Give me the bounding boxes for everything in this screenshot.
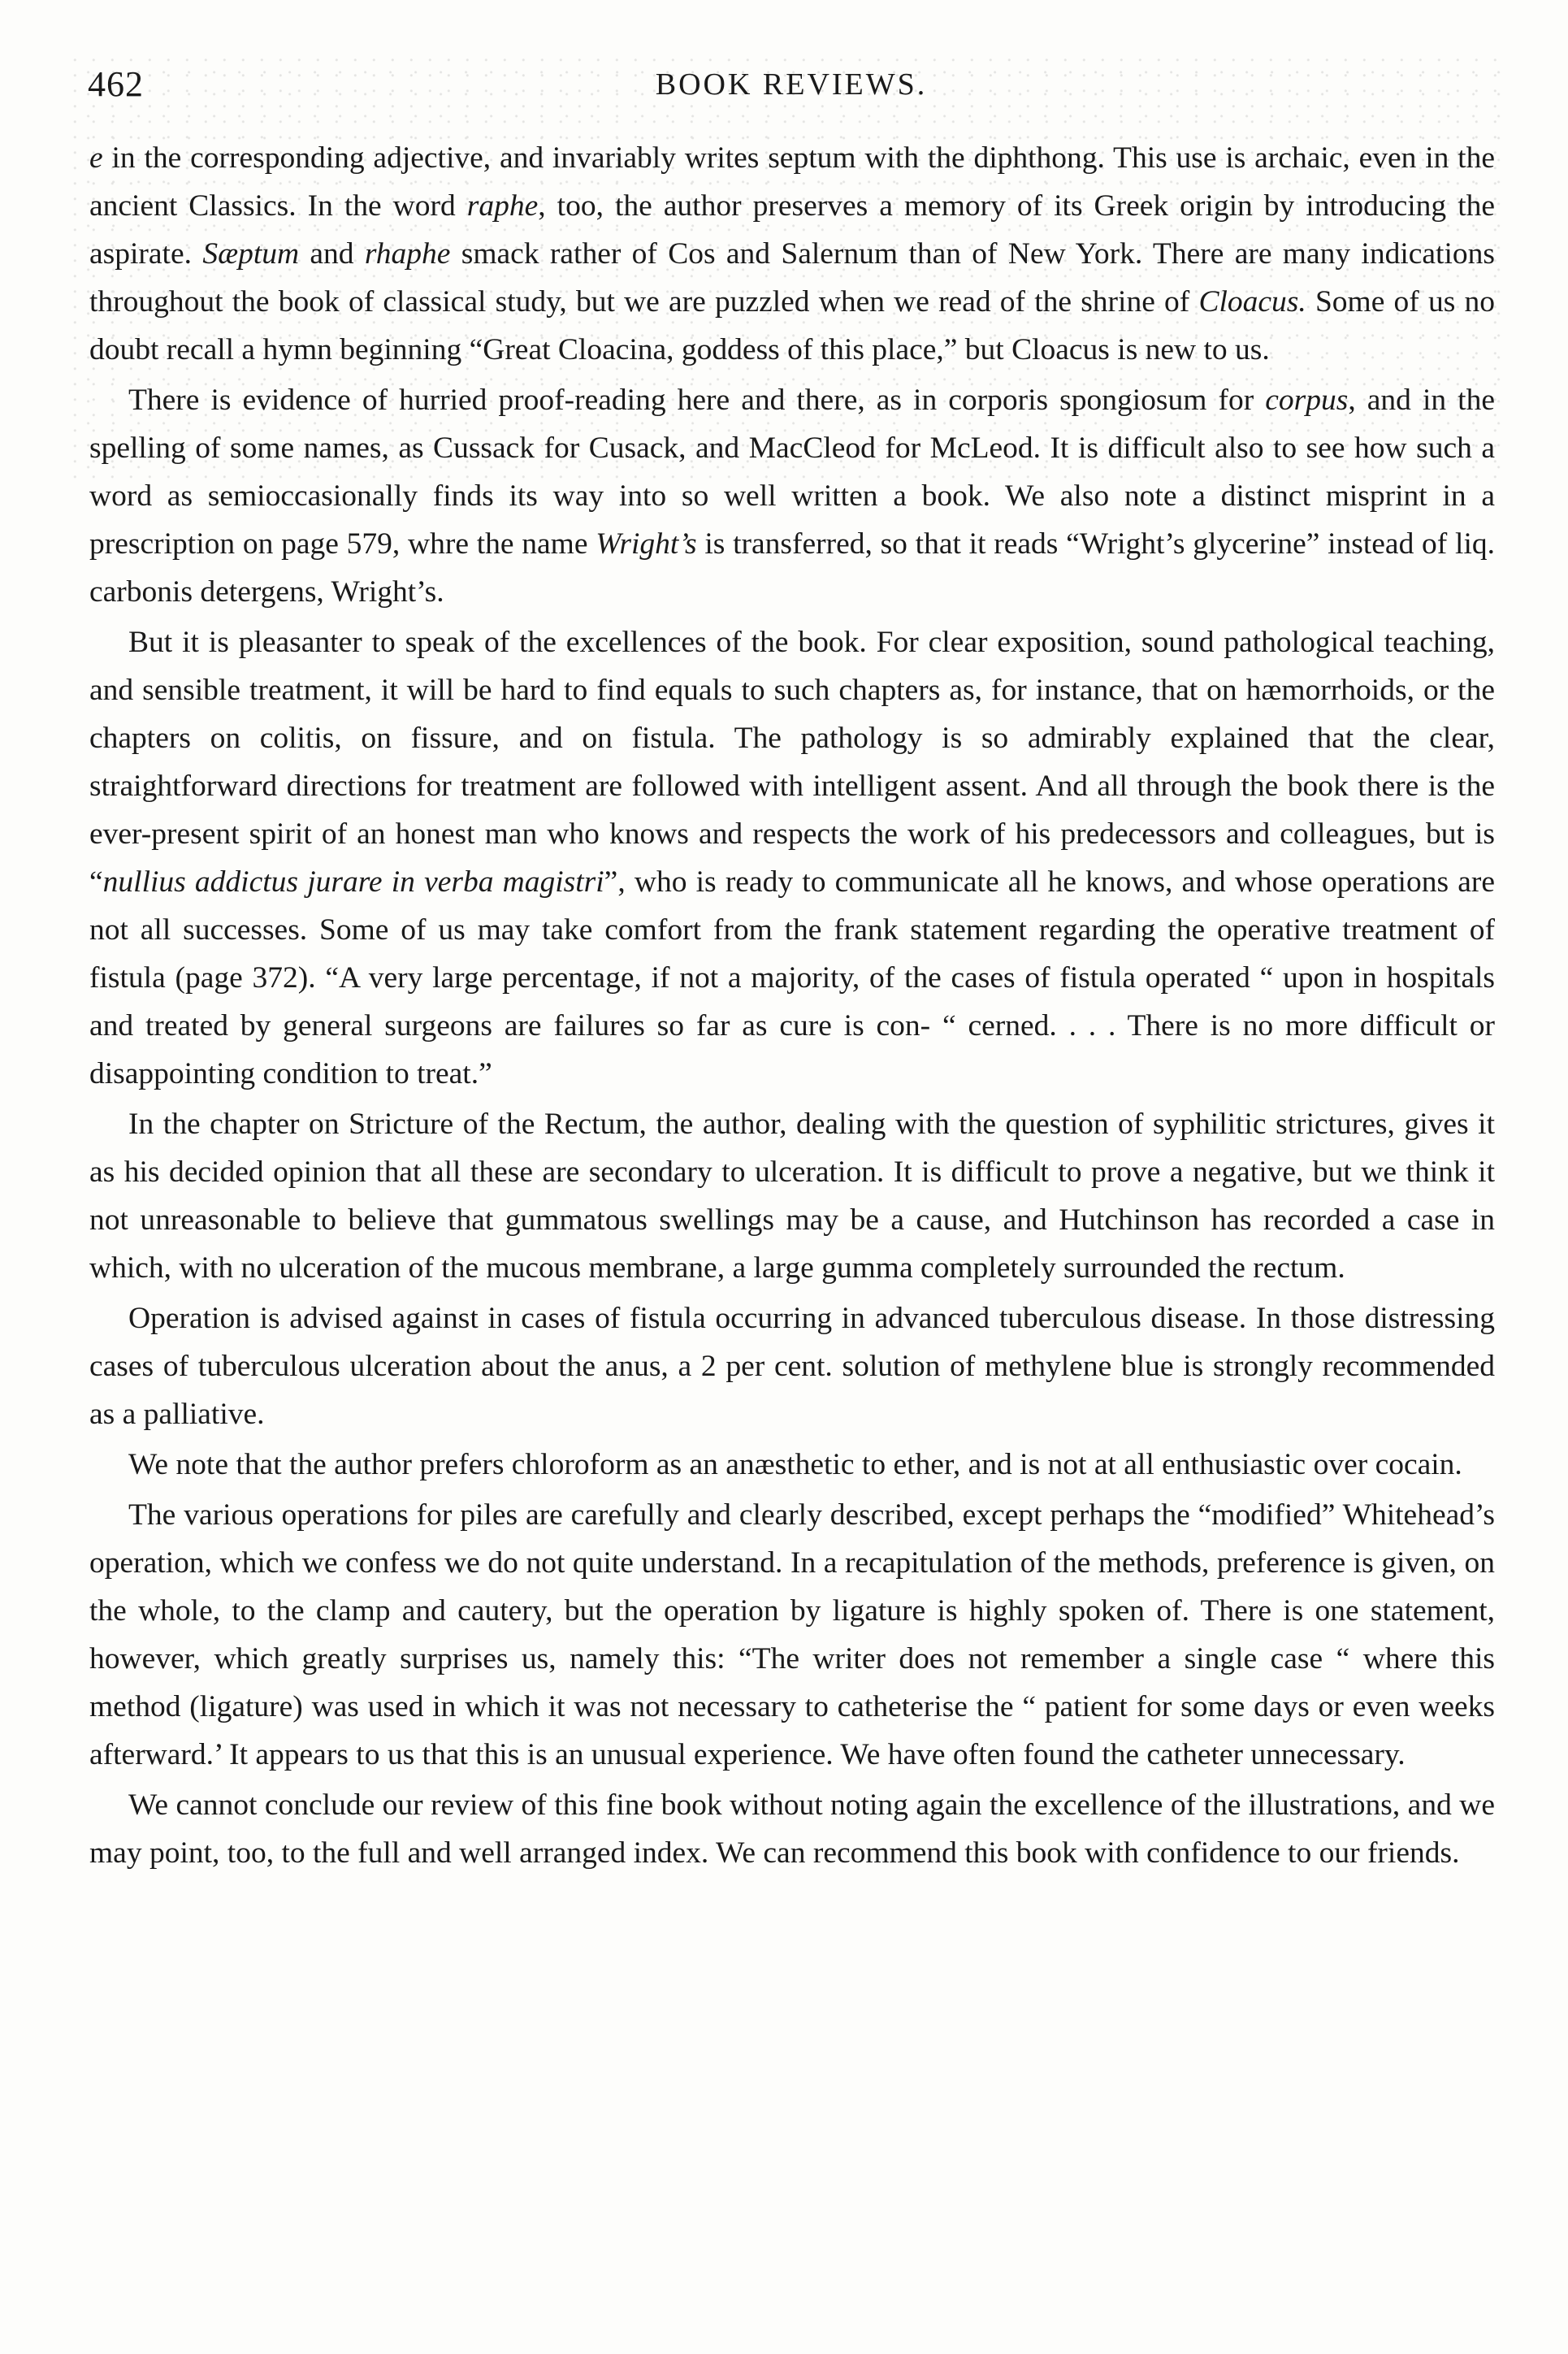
italic-text: e	[89, 141, 103, 175]
italic-text: Sæptum	[202, 237, 300, 271]
text-run: We cannot conclude our review of this fine book without noting again the excellence of the illustrations, and we may point, too, to the full and well arranged index. We can recommend this book with confidence to our friends.	[89, 1788, 1495, 1870]
paragraph	[89, 1294, 1495, 1438]
text-run: , and in the spelling of some names, as Cussack for Cusack, and MacCleod for McLeod. It is difficult also to see how such a word as semioccasionally finds its way into so well written a book. We also note a distinct misprint in a prescription on page 579, whre the name	[89, 384, 1495, 561]
italic-text: raphe	[466, 189, 539, 223]
text-run: Operation is advised against in cases of fistula occurring in advanced tuberculous disease. In those distressing cases of tuberculous ulceration about the anus, a 2 per cent. solution of methylene blue is strongly recommended as a palliative.	[89, 1302, 1495, 1431]
italic-text: corpus	[1265, 384, 1349, 417]
italic-text: Cloacus.	[1198, 285, 1306, 319]
page-number: 462	[88, 64, 144, 104]
text-run: We note that the author prefers chloroform as an anæsthetic to ether, and is not at all enthusiastic over cocain.	[128, 1448, 1462, 1481]
text-run: ”, who is ready to communicate all he knows, and whose operations are not all successes. Some of us may take comfort from the frank statement regarding the operative treatment of fistula (page 372). “A very large percentage, if not a majority, of the cases of fistula operated “ upon in hospitals and treated by general surgeons are failures so far as cure is con- “ cerned. . . . There is no more difficult or disappointing condition to treat.”	[89, 865, 1496, 1090]
review-body	[89, 134, 1495, 1879]
italic-text: nullius addictus jurare in verba magistri	[102, 865, 604, 899]
text-run: and	[299, 237, 365, 271]
text-run: There is evidence of hurried proof-reading here and there, as in corporis spongiosum for	[128, 384, 1266, 417]
paragraph	[89, 376, 1495, 616]
page-header	[88, 63, 1495, 120]
paragraph	[89, 1491, 1495, 1779]
text-run: In the chapter on Stricture of the Rectum, the author, dealing with the question of syphilitic strictures, gives it as his decided opinion that all these are secondary to ulceration. It is difficult to prove a negative, but we think it not unreasonable to believe that gummatous swellings may be a cause, and Hutchinson has recorded a case in which, with no ulceration of the mucous membrane, a large gumma completely surrounded the rectum.	[89, 1108, 1495, 1285]
paragraph	[89, 1100, 1495, 1292]
italic-text: rhaphe	[364, 237, 451, 271]
text-run: in the corresponding adjective, and invariably writes septum with the diphthong. This use is archaic, even in the ancient Classics. In the word	[89, 141, 1495, 223]
text-run: , too, the author preserves a memory of its Greek origin by introducing the aspirate.	[89, 189, 1496, 271]
text-run: But it is pleasanter to speak of the excellences of the book. For clear exposition, sound pathological teaching, and sensible treatment, it will be hard to find equals to such chapters as, for instance, that on hæmorrhoids, or the chapters on colitis, on fissure, and on fistula. The pathology is so admirably explained that the clear, straightforward directions for treatment are followed with intelligent assent. And all through the book there is the ever-present spirit of an honest man who knows and respects the work of his predecessors and colleagues, but is “	[89, 626, 1495, 899]
paragraph	[89, 1441, 1495, 1489]
italic-text: Wright’s	[596, 527, 697, 561]
text-run: The various operations for piles are carefully and clearly described, except perhaps the “modified” Whitehead’s operation, which we confess we do not quite understand. In a recapitulation of the methods, preference is given, on the whole, to the clamp and cautery, but the operation by ligature is highly spoken of. There is one statement, however, which greatly surprises us, namely this: “The writer does not remember a single case “ where this method (ligature) was used in which it was not necessary to catheterise the “ patient for some days or even weeks afterward.’ It appears to us that this is an unusual experience. We have often found the catheter unnecessary.	[89, 1498, 1495, 1771]
text-run: smack rather of Cos and Salernum than of New York. There are many indications throughout the book of classical study, but we are puzzled when we read of the shrine of	[89, 237, 1495, 319]
paragraph	[89, 618, 1495, 1098]
paragraph	[89, 134, 1495, 374]
text-run: is transferred, so that it reads “Wright’s glycerine” instead of liq. carbonis detergens, Wright’s.	[89, 527, 1496, 609]
text-run: Some of us no doubt recall a hymn beginning “Great Cloacina, goddess of this place,” but Cloacus is new to us.	[89, 285, 1496, 366]
running-head: BOOK REVIEWS.	[655, 67, 928, 102]
paragraph	[89, 1781, 1495, 1877]
